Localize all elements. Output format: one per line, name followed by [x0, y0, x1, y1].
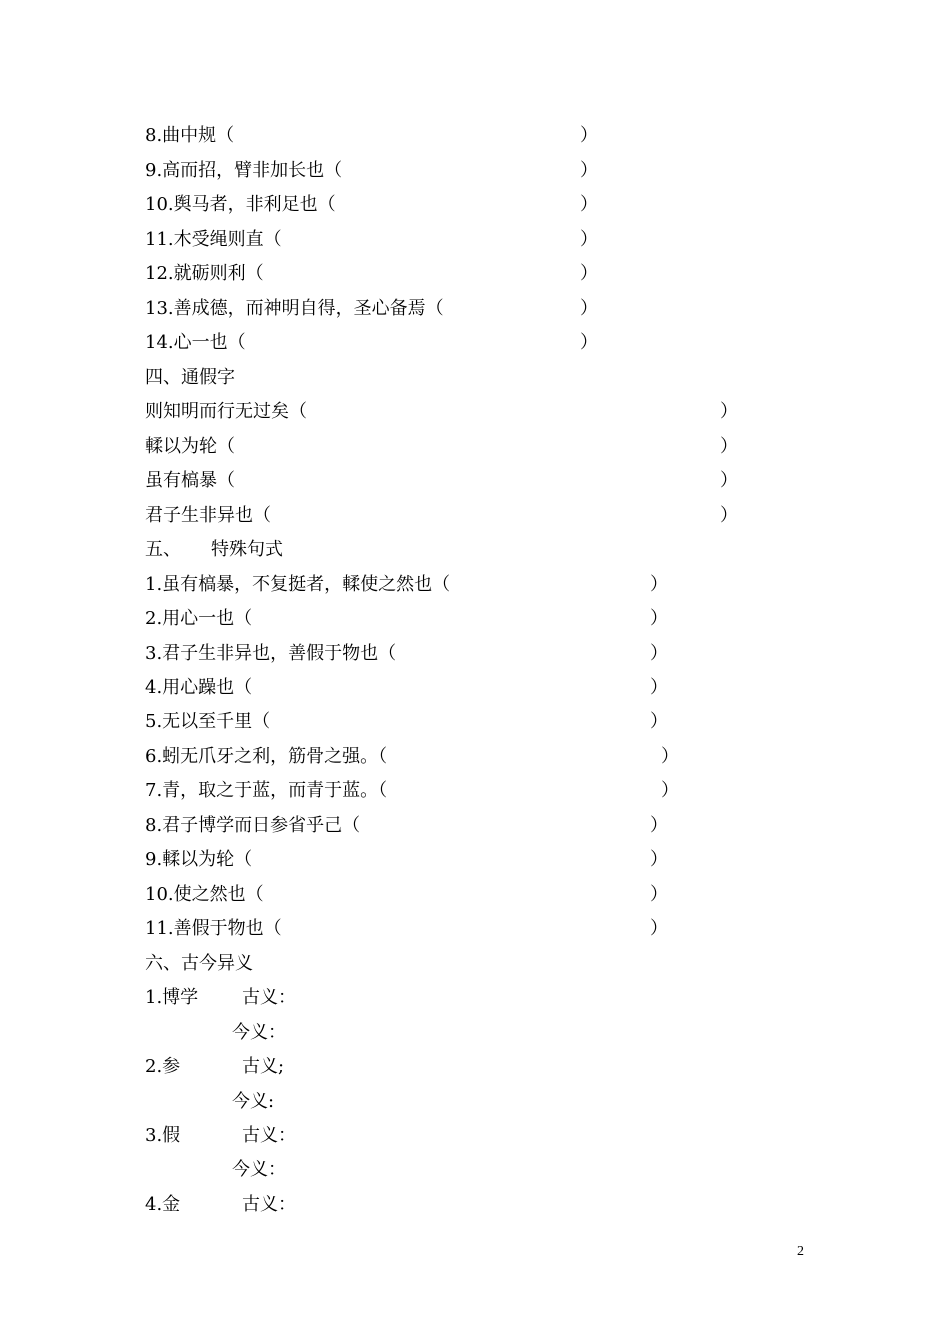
gloss-modern-label: 今义:	[232, 1091, 275, 1112]
gloss-word: 3.假	[145, 1125, 181, 1146]
closing-paren: ）	[650, 884, 668, 905]
item-text: 12.就砺则利（	[145, 263, 264, 284]
list-item	[145, 501, 738, 531]
list-item	[145, 294, 598, 324]
item-text: 4.用心躁也（	[145, 677, 253, 698]
closing-paren: ）	[650, 815, 668, 836]
closing-paren: ）	[661, 780, 679, 801]
item-text: 10.舆马者，非利足也（	[145, 194, 336, 215]
closing-paren: ）	[720, 505, 738, 526]
closing-paren: ）	[650, 677, 668, 698]
list-item	[145, 259, 598, 289]
item-text: 13.善成德，而神明自得，圣心备焉（	[145, 298, 444, 319]
item-text: 1.虽有槁暴，不复挺者，輮使之然也（	[145, 574, 451, 595]
item-text: 6.蚓无爪牙之利，筋骨之强。（	[145, 746, 388, 767]
gloss-entry	[145, 1052, 345, 1082]
section-heading: 四、通假字	[145, 367, 235, 388]
list-item	[145, 570, 668, 600]
list-item	[145, 604, 668, 634]
gloss-entry	[145, 1190, 345, 1220]
item-text: 5.无以至千里（	[145, 711, 271, 732]
section-heading-text: 特殊句式	[211, 539, 283, 560]
item-text: 輮以为轮（	[145, 436, 235, 457]
gloss-entry	[145, 1155, 345, 1185]
list-item	[145, 914, 668, 944]
list-item	[145, 845, 668, 875]
closing-paren: ）	[650, 918, 668, 939]
gloss-ancient-label: 古义：	[242, 987, 296, 1008]
item-text: 7.青，取之于蓝，而青于蓝。（	[145, 780, 388, 801]
gloss-entry	[145, 1018, 345, 1048]
gloss-entry	[145, 1121, 345, 1151]
closing-paren: ）	[650, 849, 668, 870]
closing-paren: ）	[661, 746, 679, 767]
list-item	[145, 225, 598, 255]
list-item	[145, 811, 668, 841]
list-item	[145, 707, 668, 737]
item-text: 虽有槁暴（	[145, 470, 235, 491]
closing-paren: ）	[580, 125, 598, 146]
list-item	[145, 776, 679, 806]
item-text: 8.曲中规（	[145, 125, 235, 146]
gloss-modern-label: 今义：	[232, 1159, 286, 1180]
item-text: 2.用心一也（	[145, 608, 253, 629]
closing-paren: ）	[580, 263, 598, 284]
closing-paren: ）	[580, 194, 598, 215]
list-item	[145, 156, 598, 186]
item-text: 11.木受绳则直（	[145, 229, 282, 250]
gloss-word: 1.博学	[145, 987, 199, 1008]
item-text: 8.君子博学而日参省乎己（	[145, 815, 361, 836]
closing-paren: ）	[720, 401, 738, 422]
closing-paren: ）	[650, 608, 668, 629]
list-item	[145, 742, 679, 772]
item-text: 9.高而招，臂非加长也（	[145, 160, 343, 181]
item-text: 9.輮以为轮（	[145, 849, 253, 870]
closing-paren: ）	[580, 298, 598, 319]
closing-paren: ）	[650, 711, 668, 732]
item-text: 君子生非异也（	[145, 505, 271, 526]
closing-paren: ）	[720, 436, 738, 457]
item-text: 11.善假于物也（	[145, 918, 282, 939]
closing-paren: ）	[650, 643, 668, 664]
list-item	[145, 466, 738, 496]
closing-paren: ）	[650, 574, 668, 595]
gloss-modern-label: 今义：	[232, 1022, 286, 1043]
section-heading: 六、古今异义	[145, 953, 253, 974]
gloss-word: 2.参	[145, 1056, 181, 1077]
gloss-entry	[145, 983, 345, 1013]
gloss-entry	[145, 1087, 345, 1117]
closing-paren: ）	[580, 229, 598, 250]
closing-paren: ）	[720, 470, 738, 491]
list-item	[145, 880, 668, 910]
gloss-ancient-label: 古义：	[242, 1194, 296, 1215]
page-number: 2	[797, 1244, 804, 1259]
section-heading-number: 五、	[145, 539, 181, 560]
gloss-ancient-label: 古义：	[242, 1125, 296, 1146]
item-text: 14.心一也（	[145, 332, 246, 353]
list-item	[145, 432, 738, 462]
item-text: 则知明而行无过矣（	[145, 401, 307, 422]
closing-paren: ）	[580, 332, 598, 353]
item-text: 3.君子生非异也，善假于物也（	[145, 643, 397, 664]
closing-paren: ）	[580, 160, 598, 181]
list-item	[145, 639, 668, 669]
gloss-ancient-label: 古义;	[242, 1056, 285, 1077]
item-text: 10.使之然也（	[145, 884, 264, 905]
list-item	[145, 673, 668, 703]
list-item	[145, 121, 598, 151]
list-item	[145, 397, 738, 427]
list-item	[145, 328, 598, 358]
section-heading	[145, 535, 283, 565]
list-item	[145, 190, 598, 220]
gloss-word: 4.金	[145, 1194, 181, 1215]
